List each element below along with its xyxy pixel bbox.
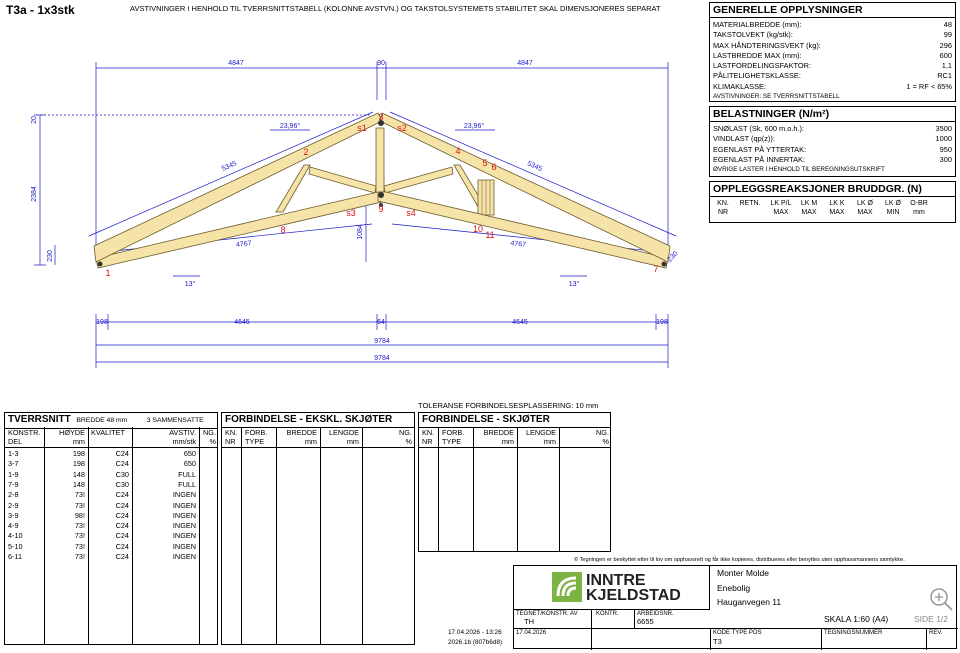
timestamp: 17.04.2026 - 13:26 [448, 629, 502, 636]
zoom-in-icon[interactable] [926, 584, 956, 614]
title-block: INNTRE KJELDSTAD Monter Molde Enebolig Hauganvegen 11 SKALA 1:60 (A4) SIDE 1/2 TEGNET/KONSTR. AV TH KONTR. ARBEIDSNR. 6655 17.04.2026 KODE TYPE POS T3 TEGNINGSNUMMER REV. [513, 565, 957, 649]
loads-note: ØVRIGE LASTER I HENHOLD TIL BEREGNINGSUTSKRIFT [713, 166, 885, 174]
reactions-box [709, 181, 956, 223]
client: Monter Molde [717, 568, 769, 578]
node-label: s1 [357, 123, 367, 133]
cs-part: 4-9 [8, 521, 19, 531]
load-row: VINDLAST (qp(z)): 1000 [713, 134, 952, 144]
logo-line1: INNTRE [586, 572, 646, 589]
cs-height: 98! [74, 510, 85, 520]
general-info-heading: GENERELLE OPPLYSNINGER [710, 3, 955, 18]
version: 2026.1b (807b6d8) [448, 639, 503, 646]
node-label: 5 [482, 158, 488, 168]
dim-seg-m: 64 [377, 319, 385, 326]
cs-part: 3-7 [8, 459, 19, 469]
cs-part: 5-10 [8, 541, 23, 551]
cs-part: 1-9 [8, 469, 19, 479]
dim-seg-r: 4645 [512, 319, 528, 326]
cs-part: 2-9 [8, 500, 19, 510]
dim-eave-left: 230 [47, 250, 54, 262]
dim-seg-rr: 198 [656, 319, 668, 326]
cs-grade: C30 [115, 469, 129, 479]
dim-top-left: 4847 [228, 60, 244, 67]
copyright: © Tegningen er beskyttet etter til lov om opphavsrett og får ikke kopieres, distribueres eller benyttes uten opphavsmannens samtykke. [574, 557, 905, 563]
dim-height: 2384 [31, 186, 38, 202]
general-note: AVSTIVNINGER: SE TVERRSNITTSTABELL [713, 93, 840, 101]
angle-bottom-right: 13° [568, 281, 580, 288]
node-label: 11 [485, 230, 495, 240]
cs-part: 2-8 [8, 490, 19, 500]
cs-height: 198 [72, 449, 85, 458]
node-label: s3 [346, 208, 356, 218]
logo-line2: KJELDSTAD [586, 587, 681, 604]
node-label: 10 [472, 224, 484, 234]
cs-part: 6-11 [8, 552, 23, 561]
dim-overall-2: 9784 [374, 355, 390, 362]
cs-height: 73! [74, 541, 85, 551]
drawing-title: T3a - 1x3stk [6, 3, 75, 17]
cs-grade: C24 [115, 500, 129, 510]
cross-section-heading: TVERRSNITT BREDDE 48 mm 3 SAMMENSATTE [5, 413, 217, 429]
address: Hauganvegen 11 [717, 597, 782, 607]
cs-height: 73! [74, 552, 85, 561]
cs-part: 1-3 [8, 449, 19, 458]
ext-joints-heading: FORBINDELSE - EKSKL. SKJØTER [222, 413, 414, 428]
load-row: SNØLAST (Sk, 600 m.o.h.): 3500 [713, 124, 952, 133]
reactions-heading: OPPLEGGSREAKSJONER BRUDDGR. (N) [710, 182, 955, 197]
cs-height: 73! [74, 490, 85, 500]
dim-ridge: 20 [31, 116, 38, 124]
general-row: MAX HÅNDTERINGSVEKT (kg): 296 [713, 40, 952, 50]
cs-bracing: INGEN [172, 541, 196, 551]
dim-bottom-right: 4767 [510, 240, 527, 249]
general-row: PÅLITELIGHETSKLASSE: RC1 [713, 71, 952, 81]
bracing-notice: AVSTIVNINGER I HENHOLD TIL TVERRSNITTSTABELL (KOLONNE AVSTVN.) OG TAKSTOLSYSTEMETS STABILITET SKAL DIMENSJONERES SEPARAT [130, 4, 661, 13]
cs-height: 73! [74, 521, 85, 531]
cross-section-table: TVERRSNITT BREDDE 48 mm 3 SAMMENSATTE KONSTR. DEL HØYDE mm KVALITET AVSTIV. mm/stk NG. % 1-3 198 C24 650 3-7 198 C24 650 1-9 148 C30 FULL 7-9 148 C30 FULL 2-8 73! C24 INGEN 2-9 73! C24 INGEN 3-9 98! C24 INGEN 4-9 73! C24 INGEN 4-10 73! C24 INGEN 5-10 73! C24 INGEN 6-11 73! C24 INGEN [4, 412, 218, 645]
cs-grade: C30 [115, 479, 129, 489]
cs-grade: C24 [115, 490, 129, 500]
general-row: LASTBREDDE MAX (mm): 600 [713, 50, 952, 60]
cs-grade: C24 [115, 531, 129, 541]
node-label: s4 [406, 208, 416, 218]
cs-bracing: FULL [178, 469, 196, 479]
cs-bracing: 650 [183, 459, 196, 469]
angle-top-right: 23,96° [463, 123, 485, 130]
drawn-by: TH [524, 617, 534, 626]
node-label: 4 [455, 146, 461, 156]
logo-area [514, 566, 710, 610]
job-number: 6655 [637, 617, 654, 626]
node-label: 1 [105, 268, 111, 278]
general-row: MATERIALBREDDE (mm): 48 [713, 20, 952, 29]
dim-slope-left: 5345 [220, 160, 238, 173]
dim-bottom-left: 4767 [235, 240, 252, 249]
cs-bracing: INGEN [172, 531, 196, 541]
cs-part: 4-10 [8, 531, 23, 541]
type-pos: T3 [713, 637, 722, 646]
general-row: LASTFORDELINGSFAKTOR: 1,1 [713, 61, 952, 71]
dim-seg-ll: 198 [96, 319, 108, 326]
dim-overall-1: 9784 [374, 338, 390, 345]
project: Enebolig [717, 583, 751, 593]
company-logo-icon [552, 572, 582, 602]
cs-height: 148 [72, 479, 85, 489]
cs-grade: C24 [115, 541, 129, 551]
joints-heading: FORBINDELSE - SKJØTER [419, 413, 610, 428]
general-row: TAKSTOLVEKT (kg/stk): 99 [713, 30, 952, 40]
loads-heading: BELASTNINGER (N/m²) [710, 107, 955, 122]
node-label: 6 [491, 162, 497, 172]
load-row: EGENLAST PÅ INNERTAK: 300 [713, 154, 952, 164]
cs-height: 73! [74, 531, 85, 541]
scale: SKALA 1:60 (A4) [824, 614, 889, 624]
angle-bottom-left: 13° [184, 281, 196, 288]
node-label: 7 [653, 264, 659, 274]
joints-table: FORBINDELSE - SKJØTER KN. NR FORB. TYPE BREDDE mm LENGDE mm NG. % [418, 412, 611, 552]
cs-grade: C24 [115, 521, 129, 531]
cs-bracing: 650 [183, 449, 196, 458]
general-row: KLIMAKLASSE: 1 = RF < 65% [713, 81, 952, 91]
general-info-box [709, 2, 956, 102]
cs-part: 3-9 [8, 510, 19, 520]
reactions-header: KN. RETN. LK P/L LK M LK K LK Ø LK Ø O-BR NR MAX MAX MAX MAX MIN mm [717, 200, 928, 216]
cs-part: 7-9 [8, 479, 19, 489]
node-label: 2 [303, 147, 309, 157]
dim-top-mid: 90 [377, 60, 385, 67]
node-label: s2 [397, 123, 407, 133]
date: 17.04.2026 [516, 630, 547, 636]
cs-height: 198 [72, 459, 85, 469]
cs-bracing: INGEN [172, 490, 196, 500]
tolerance-note: TOLERANSE FORBINDELSESPLASSERING: 10 mm [418, 401, 599, 410]
loads-box [709, 106, 956, 177]
dim-eave-right: 230 [666, 250, 680, 264]
cs-bracing: INGEN [172, 521, 196, 531]
page-number: SIDE 1/2 [914, 614, 949, 624]
cs-grade: C24 [115, 449, 129, 458]
cs-bracing: INGEN [172, 500, 196, 510]
cs-height: 148 [72, 469, 85, 479]
truss-drawing [0, 0, 710, 400]
cs-grade: C24 [115, 552, 129, 561]
cs-grade: C24 [115, 459, 129, 469]
cs-height: 73! [74, 500, 85, 510]
cs-bracing: INGEN [172, 552, 196, 561]
node-label: 9 [378, 204, 384, 214]
node-label: 8 [280, 225, 286, 235]
load-row: EGENLAST PÅ YTTERTAK: 950 [713, 144, 952, 154]
cs-bracing: INGEN [172, 510, 196, 520]
dim-slope-right: 5345 [526, 160, 544, 173]
dim-top-right: 4847 [517, 60, 533, 67]
dim-seg-l: 4645 [234, 319, 250, 326]
angle-top-left: 23,96° [279, 123, 301, 130]
dim-rise: 1084 [357, 224, 364, 240]
cs-grade: C24 [115, 510, 129, 520]
cs-bracing: FULL [178, 479, 196, 489]
ext-joints-table: FORBINDELSE - EKSKL. SKJØTER KN. NR FORB. TYPE BREDDE mm LENGDE mm NG. % [221, 412, 415, 645]
node-label: 3 [378, 112, 384, 122]
